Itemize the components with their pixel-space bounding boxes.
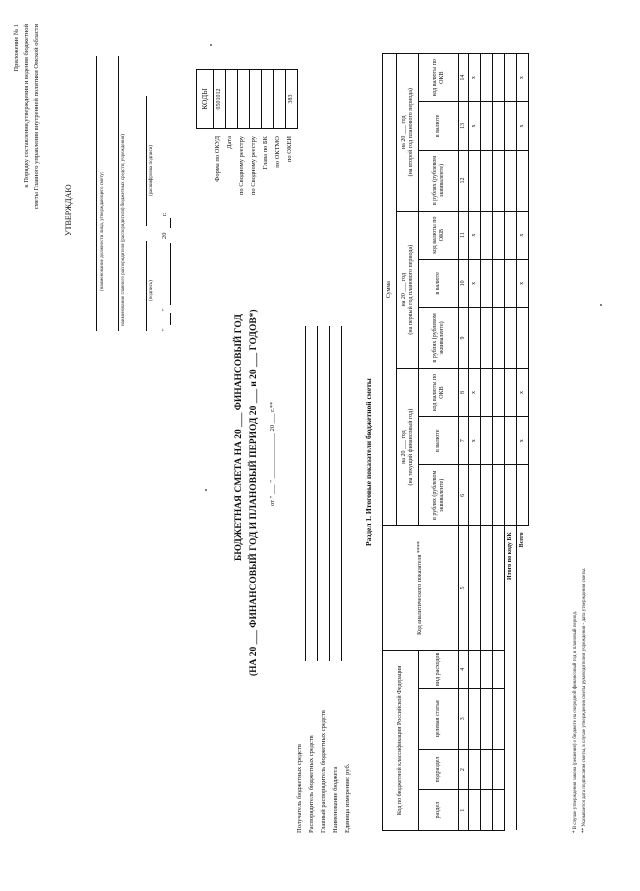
- header-celevaya: целевая статья: [419, 688, 459, 749]
- header-razdel: раздел: [419, 790, 459, 831]
- table-row: [493, 54, 505, 831]
- document-title-line1: БЮДЖЕТНАЯ СМЕТА НА 20 ___ ФИНАНСОВЫЙ ГОД: [234, 314, 244, 561]
- total-all-label: Всего: [519, 532, 526, 548]
- codes-label-oktmo: по ОКТМО: [274, 136, 281, 168]
- codes-label-glava: Глава по БК: [262, 136, 269, 170]
- field-recipient: Получатель бюджетных средств: [296, 744, 303, 833]
- budget-table: [382, 53, 529, 831]
- header-period-3: на 20 ___ год (на второй год планового периода): [397, 54, 419, 212]
- code-glava: [262, 70, 274, 129]
- header-vid: вид расходов: [419, 650, 459, 688]
- header-summa: Сумма: [383, 54, 397, 526]
- total-bk-row: [505, 54, 517, 831]
- caption-signature: (подпись): [149, 280, 154, 301]
- approve-date-quote-close: ": [161, 308, 168, 311]
- codes-label-registry-1: по Сводному реестру: [238, 136, 245, 196]
- caption-decoding: (расшифровка подписи): [149, 144, 154, 196]
- table-row: x x x x x x: [469, 54, 481, 831]
- document-date-line: от " ___ " ______________ 20 ___ г.**: [269, 401, 276, 506]
- field-unit: Единица измерения: руб.: [344, 763, 351, 833]
- header-okv-2: код валюты по ОКВ: [419, 211, 459, 259]
- footnote-1: * В случае утверждения закона (решения) о бюджете на очередной финансовый год и плановый период.: [573, 610, 578, 833]
- caption-org: наименование главного распорядителя (распорядителя) бюджетных средств; учреждения): [121, 134, 126, 326]
- code-okei: 383: [286, 70, 298, 129]
- appendix-line3: сметы Главного управления внутренней политики Омской области: [33, 24, 40, 210]
- header-rub-1: в рублях (рублевом эквиваленте): [419, 465, 459, 526]
- field-budget-name: Наименование бюджета: [332, 766, 339, 833]
- header-podrazdel: подраздел: [419, 749, 459, 790]
- total-bk-label: Итого по коду БК: [505, 526, 517, 831]
- codes-label-registry-2: по Сводному реестру: [250, 136, 257, 196]
- header-period-2: на 20 ___ год (на первый год планового периода): [397, 211, 419, 368]
- code-registry-1: [238, 70, 250, 129]
- header-val-2: в валюте: [419, 259, 459, 307]
- codes-label-okud: Форма по ОКУД: [214, 136, 221, 182]
- appendix-line2: к Порядку составления,утверждения и ведения бюджетной: [23, 24, 30, 188]
- header-analytic: Код аналитического показателя ****: [383, 526, 459, 650]
- total-all-row: Всего x x x x x x: [517, 54, 529, 831]
- code-date: [226, 70, 238, 129]
- codes-table: [196, 69, 298, 129]
- header-val-3: в валюте: [419, 102, 459, 150]
- caption-position: (наименование должности лица, утверждающего смету;: [100, 171, 105, 291]
- code-okud: 0501012: [214, 70, 226, 129]
- header-okv-3: код валюты по ОКВ: [419, 54, 459, 102]
- header-period-1: на 20 ___ год (на текущий финансовый год): [397, 368, 419, 525]
- header-rub-2: в рублях (рублевом эквиваленте): [419, 307, 459, 368]
- field-distributor: Распорядитель бюджетных средств: [308, 735, 315, 833]
- appendix-number: Приложение № 1: [13, 24, 20, 72]
- approve-date-quote-open: ": [161, 328, 168, 331]
- field-main-distributor: Главный распорядитель бюджетных средств: [320, 710, 327, 833]
- section-title: Раздел 1. Итоговые показатели бюджетной сметы: [364, 378, 373, 546]
- codes-label-okei: по ОКЕИ: [286, 136, 293, 163]
- approve-date-suffix: г.: [161, 212, 168, 216]
- code-oktmo: [274, 70, 286, 129]
- approve-title: УТВЕРЖДАЮ: [64, 184, 73, 236]
- header-bk: Код по бюджетной классификации Российской Федерации: [383, 650, 419, 830]
- table-row: [481, 54, 493, 831]
- code-registry-2: [250, 70, 262, 129]
- codes-label-date: Дата: [226, 136, 233, 149]
- approve-date-year: 20: [161, 232, 168, 239]
- footnote-2: ** Указывается дата подписания сметы, в случае утверждения сметы руководителем учреждения - дата утверждения сметы.: [582, 567, 587, 833]
- column-numbers-row: 1 2 3 4 5 6 7 8 9 10 11 12 13 14: [459, 54, 469, 831]
- header-rub-3: в рублях (рублевом эквиваленте): [419, 150, 459, 211]
- document-title-line2: (НА 20 ___ ФИНАНСОВЫЙ ГОД И ПЛАНОВЫЙ ПЕРИОД 20 ___ и 20 ___ ГОДОВ*): [249, 309, 259, 676]
- header-okv-1: код валюты по ОКВ: [419, 368, 459, 416]
- codes-header: КОДЫ: [197, 70, 214, 129]
- header-val-1: в валюте: [419, 417, 459, 465]
